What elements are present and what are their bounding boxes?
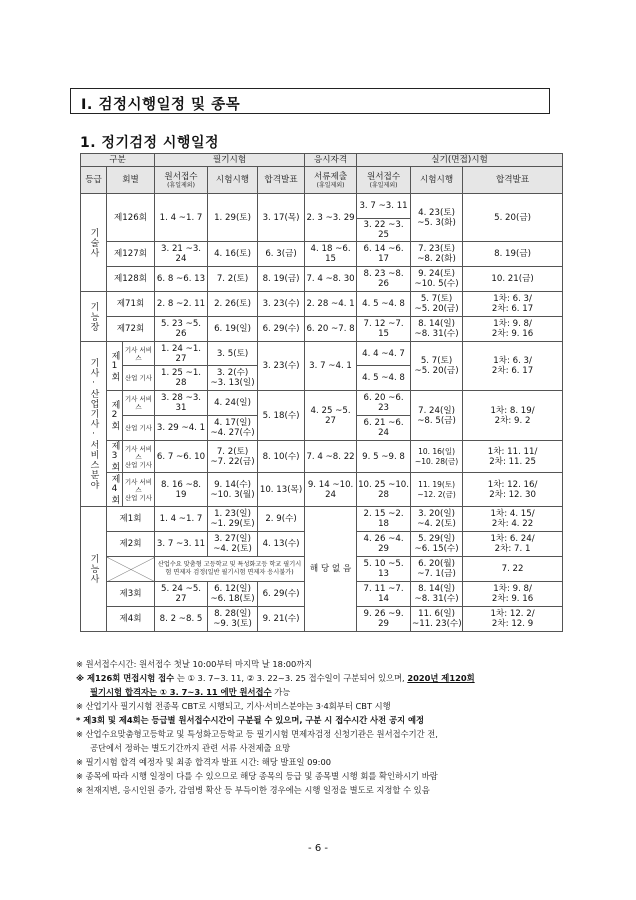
cell: 6. 19(일)	[208, 317, 258, 342]
cell: 1. 4 ~1. 7	[155, 194, 208, 242]
cell: 11. 19(토) ~12. 2(금)	[411, 473, 463, 507]
header-p-result: 합격발표	[463, 167, 563, 194]
cell: 6. 21 ~6. 24	[357, 416, 411, 441]
cell: 2. 28 ~4. 1	[305, 292, 357, 317]
note-line: ※ 원서접수시간: 원서접수 첫날 10:00부터 마지막 날 18:00까지	[76, 659, 313, 669]
note-line: ※ 산업수요맞춤형고등학교 및 특성화고등학교 등 필기시험 면제자검정 신청기관은 원서접수기간 전,	[76, 729, 438, 739]
table-row	[81, 391, 563, 416]
section-title: Ⅰ. 검정시행일정 및 종목	[81, 97, 241, 113]
cell: 9. 21(수)	[258, 607, 305, 632]
cell: 11. 6(일) ~11. 23(수)	[411, 607, 463, 632]
cell: 1. 29(토)	[208, 194, 258, 242]
cell: 3. 5(토)	[208, 342, 258, 366]
cell: 4. 18 ~6. 15	[305, 242, 357, 267]
cell: 3. 22 ~3. 25	[357, 219, 411, 242]
group-gineungsa: 기능사	[81, 507, 107, 632]
cell: 3. 28 ~3. 31	[155, 391, 208, 416]
cell: 4. 4 ~4. 7	[357, 342, 411, 366]
cell: 1차: 9. 8/ 2차: 9. 16	[463, 317, 563, 342]
table-row	[81, 317, 563, 342]
cell: 3. 7 ~3. 11	[357, 194, 411, 219]
cell: 1차: 6. 24/ 2차: 7. 1	[463, 532, 563, 557]
cell: 7. 24(일) ~8. 5(금)	[411, 391, 463, 441]
schedule-table	[80, 153, 563, 632]
type-label: 산업 기사	[123, 366, 155, 391]
table-row	[81, 473, 563, 507]
session-label: 제71회	[107, 292, 155, 317]
cell: 6. 12(일) ~6. 18(토)	[208, 582, 258, 607]
cell: 1차: 4. 15/ 2차: 4. 22	[463, 507, 563, 532]
subsection-title: 1. 정기검정 시행일정	[80, 135, 219, 151]
cell: 7. 11 ~7. 14	[357, 582, 411, 607]
table-row	[81, 507, 563, 532]
cell: 5. 20(금)	[463, 194, 563, 242]
cell: 8. 19(금)	[463, 242, 563, 267]
cell: 8. 23 ~8. 26	[357, 267, 411, 292]
cell: 1차: 6. 3/ 2차: 6. 17	[463, 292, 563, 317]
cell: 3. 7 ~4. 1	[305, 342, 357, 391]
cell: 4. 25 ~5. 27	[305, 391, 357, 441]
table-row	[81, 441, 563, 473]
cell: 7. 2(토)	[208, 267, 258, 292]
cell: 3. 2(수) ~3. 13(일)	[208, 366, 258, 391]
session-label: 제1회	[107, 507, 155, 532]
type-label: 산업 기사	[123, 416, 155, 441]
cell: 3. 7 ~3. 11	[155, 532, 208, 557]
table-row	[81, 242, 563, 267]
cell: 4. 13(수)	[258, 532, 305, 557]
table-row	[81, 194, 563, 219]
note-line: ※ 종목에 따라 시행 일정이 다를 수 있으므로 해당 종목의 등급 및 종목별 시행 회를 확인하시기 바람	[76, 771, 438, 781]
header-row-1	[81, 154, 563, 167]
table-row	[81, 342, 563, 366]
section-title-box	[70, 88, 550, 114]
header-grade: 등급	[81, 167, 107, 194]
session-label: 제4회	[107, 473, 123, 507]
cell: 1차: 8. 19/ 2차: 9. 2	[463, 391, 563, 441]
cell: 5. 10 ~5. 13	[357, 557, 411, 582]
cell: 9. 26 ~9. 29	[357, 607, 411, 632]
header-w-apply: 원서접수 (휴일제외)	[155, 167, 208, 194]
header-p-apply: 원서접수 (휴일제외)	[357, 167, 411, 194]
cell: 2. 26(토)	[208, 292, 258, 317]
cell: 3. 23(수)	[258, 292, 305, 317]
cell: 10. 25 ~10. 28	[357, 473, 411, 507]
session-label: 제3회	[107, 582, 155, 607]
cell: 4. 24(일)	[208, 391, 258, 416]
cell: 8. 28(일) ~9. 3(토)	[208, 607, 258, 632]
header-category: 구분	[81, 154, 155, 167]
header-row-2	[81, 167, 563, 194]
header-written: 필기시험	[155, 154, 305, 167]
exemption-note: 산업수요 맞춤형 고등학교 및 특성화고등 학교 필기시험 면제자 검정(일반 필기시험 면제자 응시불가)	[155, 557, 305, 582]
cell: 8. 19(금)	[258, 267, 305, 292]
cell: 3. 17(목)	[258, 194, 305, 242]
cell: 7. 12 ~7. 15	[357, 317, 411, 342]
cell: 6. 20(월) ~7. 1(금)	[411, 557, 463, 582]
cell: 6. 7 ~6. 10	[155, 441, 208, 473]
table-row	[81, 292, 563, 317]
cell: 6. 3(금)	[258, 242, 305, 267]
session-label: 제3회	[107, 441, 123, 473]
group-gisa-sanup: 기사·산업기사·서비스분야	[81, 342, 107, 507]
session-label: 제1회	[107, 342, 123, 391]
cell: 1차: 6. 3/ 2차: 6. 17	[463, 342, 563, 391]
cell: 5. 29(일) ~6. 15(수)	[411, 532, 463, 557]
header-q-docs: 서류제출 (휴일제외)	[305, 167, 357, 194]
cell: 1차: 12. 2/ 2차: 12. 9	[463, 607, 563, 632]
cell: 6. 20 ~6. 23	[357, 391, 411, 416]
cell: 3. 20(일) ~4. 2(토)	[411, 507, 463, 532]
table-row	[81, 267, 563, 292]
cell: 1차: 11. 11/ 2차: 11. 25	[463, 441, 563, 473]
cell: 10. 21(금)	[463, 267, 563, 292]
cell: 9. 14 ~10. 24	[305, 473, 357, 507]
note-line: * 제3회 및 제4회는 등급별 원서접수시간이 구분될 수 있으며, 구분 시 접수시간 사전 공지 예정	[76, 715, 425, 725]
group-gisa: 기술사	[81, 194, 107, 292]
cell: 5. 24 ~5. 27	[155, 582, 208, 607]
cell: 4. 23(토) ~5. 3(화)	[411, 194, 463, 242]
cell: 7. 23(토) ~8. 2(화)	[411, 242, 463, 267]
cell: 4. 16(토)	[208, 242, 258, 267]
group-gineungjang: 기능장	[81, 292, 107, 342]
session-label: 제2회	[107, 391, 123, 441]
session-label: 제126회	[107, 194, 155, 242]
cell: 8. 2 ~8. 5	[155, 607, 208, 632]
cell: 6. 29(수)	[258, 582, 305, 607]
header-practical: 실기(면접)시험	[357, 154, 563, 167]
cell: 5. 7(토) ~5. 20(금)	[411, 292, 463, 317]
cell: 7. 2(토) ~7. 22(금)	[208, 441, 258, 473]
cell: 6. 29(수)	[258, 317, 305, 342]
cell: 6. 8 ~6. 13	[155, 267, 208, 292]
cell: 9. 24(토) ~10. 5(수)	[411, 267, 463, 292]
header-w-result: 합격발표	[258, 167, 305, 194]
cell: 10. 16(일) ~10. 28(금)	[411, 441, 463, 473]
session-label: 제127회	[107, 242, 155, 267]
session-label: 제4회	[107, 607, 155, 632]
qualification-na: 해 당 없 음	[305, 507, 357, 632]
cell: 1. 4 ~1. 7	[155, 507, 208, 532]
cell: 9. 5 ~9. 8	[357, 441, 411, 473]
cell: 8. 10(수)	[258, 441, 305, 473]
note-line: ※ 필기시험 합격 예정자 및 최종 합격자 발표 시간: 해당 발표일 09:00	[76, 757, 332, 767]
type-label: 기사 서비스	[123, 391, 155, 416]
cell: 1. 24 ~1. 27	[155, 342, 208, 366]
cell: 3. 21 ~3. 24	[155, 242, 208, 267]
notes	[76, 657, 576, 797]
cell: 1차: 12. 16/ 2차: 12. 30	[463, 473, 563, 507]
note-line: ※ 산업기사 필기시험 전종목 CBT로 시행되고, 기사·서비스분야는 3·4회부터 CBT 시행	[76, 701, 391, 711]
cell: 7. 4 ~8. 22	[305, 441, 357, 473]
cell: 2. 3 ~3. 29	[305, 194, 357, 242]
cell: 5. 23 ~5. 26	[155, 317, 208, 342]
cell: 1차: 9. 8/ 2차: 9. 16	[463, 582, 563, 607]
cell: 6. 20 ~7. 8	[305, 317, 357, 342]
note-line: ※ 제126회 면접시험 접수 는 ① 3. 7~3. 11, ② 3. 22~3. 25 접수일이 구분되어 있으며, 2020년 제120회	[76, 673, 475, 683]
header-session: 회별	[107, 167, 155, 194]
cell: 1. 25 ~1. 28	[155, 366, 208, 391]
cell: 7. 22	[463, 557, 563, 582]
type-label: 기사 서비스 산업 기사	[123, 473, 155, 507]
cell: 2. 9(수)	[258, 507, 305, 532]
cell: 9. 14(수) ~10. 3(월)	[208, 473, 258, 507]
note-line: ※ 천재지변, 응시인원 증가, 감염병 확산 등 부득이한 경우에는 시행 일정을 별도로 지정할 수 있음	[76, 785, 430, 795]
type-label: 기사 서비스	[123, 342, 155, 366]
cell: 3. 27(일) ~4. 2(토)	[208, 532, 258, 557]
header-qualification: 응시자격	[305, 154, 357, 167]
cell: 1. 23(일) ~1. 29(토)	[208, 507, 258, 532]
cell: 3. 23(수)	[258, 342, 305, 391]
session-label: 제72회	[107, 317, 155, 342]
cell: 4. 17(일) ~4. 27(수)	[208, 416, 258, 441]
cell: 7. 4 ~8. 30	[305, 267, 357, 292]
cell: 5. 18(수)	[258, 391, 305, 441]
cell: 8. 16 ~8. 19	[155, 473, 208, 507]
page-number: - 6 -	[308, 843, 328, 854]
empty-crossed-cell	[107, 557, 155, 582]
cell: 4. 5 ~4. 8	[357, 292, 411, 317]
cell: 4. 26 ~4. 29	[357, 532, 411, 557]
type-label: 기사 서비스 산업 기사	[123, 441, 155, 473]
note-line: 필기시험 합격자는 ① 3. 7~3. 11 에만 원서접수 가능	[90, 687, 291, 697]
cell: 8. 14(일) ~8. 31(수)	[411, 317, 463, 342]
cell: 5. 7(토) ~5. 20(금)	[411, 342, 463, 391]
note-line: 공단에서 정하는 별도기간까지 관련 서류 사전제출 요망	[90, 743, 291, 753]
cell: 4. 5 ~4. 8	[357, 366, 411, 391]
cell: 2. 8 ~2. 11	[155, 292, 208, 317]
cell: 10. 13(목)	[258, 473, 305, 507]
header-w-exam: 시험시행	[208, 167, 258, 194]
cell: 2. 15 ~2. 18	[357, 507, 411, 532]
cell: 6. 14 ~6. 17	[357, 242, 411, 267]
session-label: 제128회	[107, 267, 155, 292]
header-p-exam: 시험시행	[411, 167, 463, 194]
cell: 8. 14(일) ~8. 31(수)	[411, 582, 463, 607]
cell: 3. 29 ~4. 1	[155, 416, 208, 441]
session-label: 제2회	[107, 532, 155, 557]
